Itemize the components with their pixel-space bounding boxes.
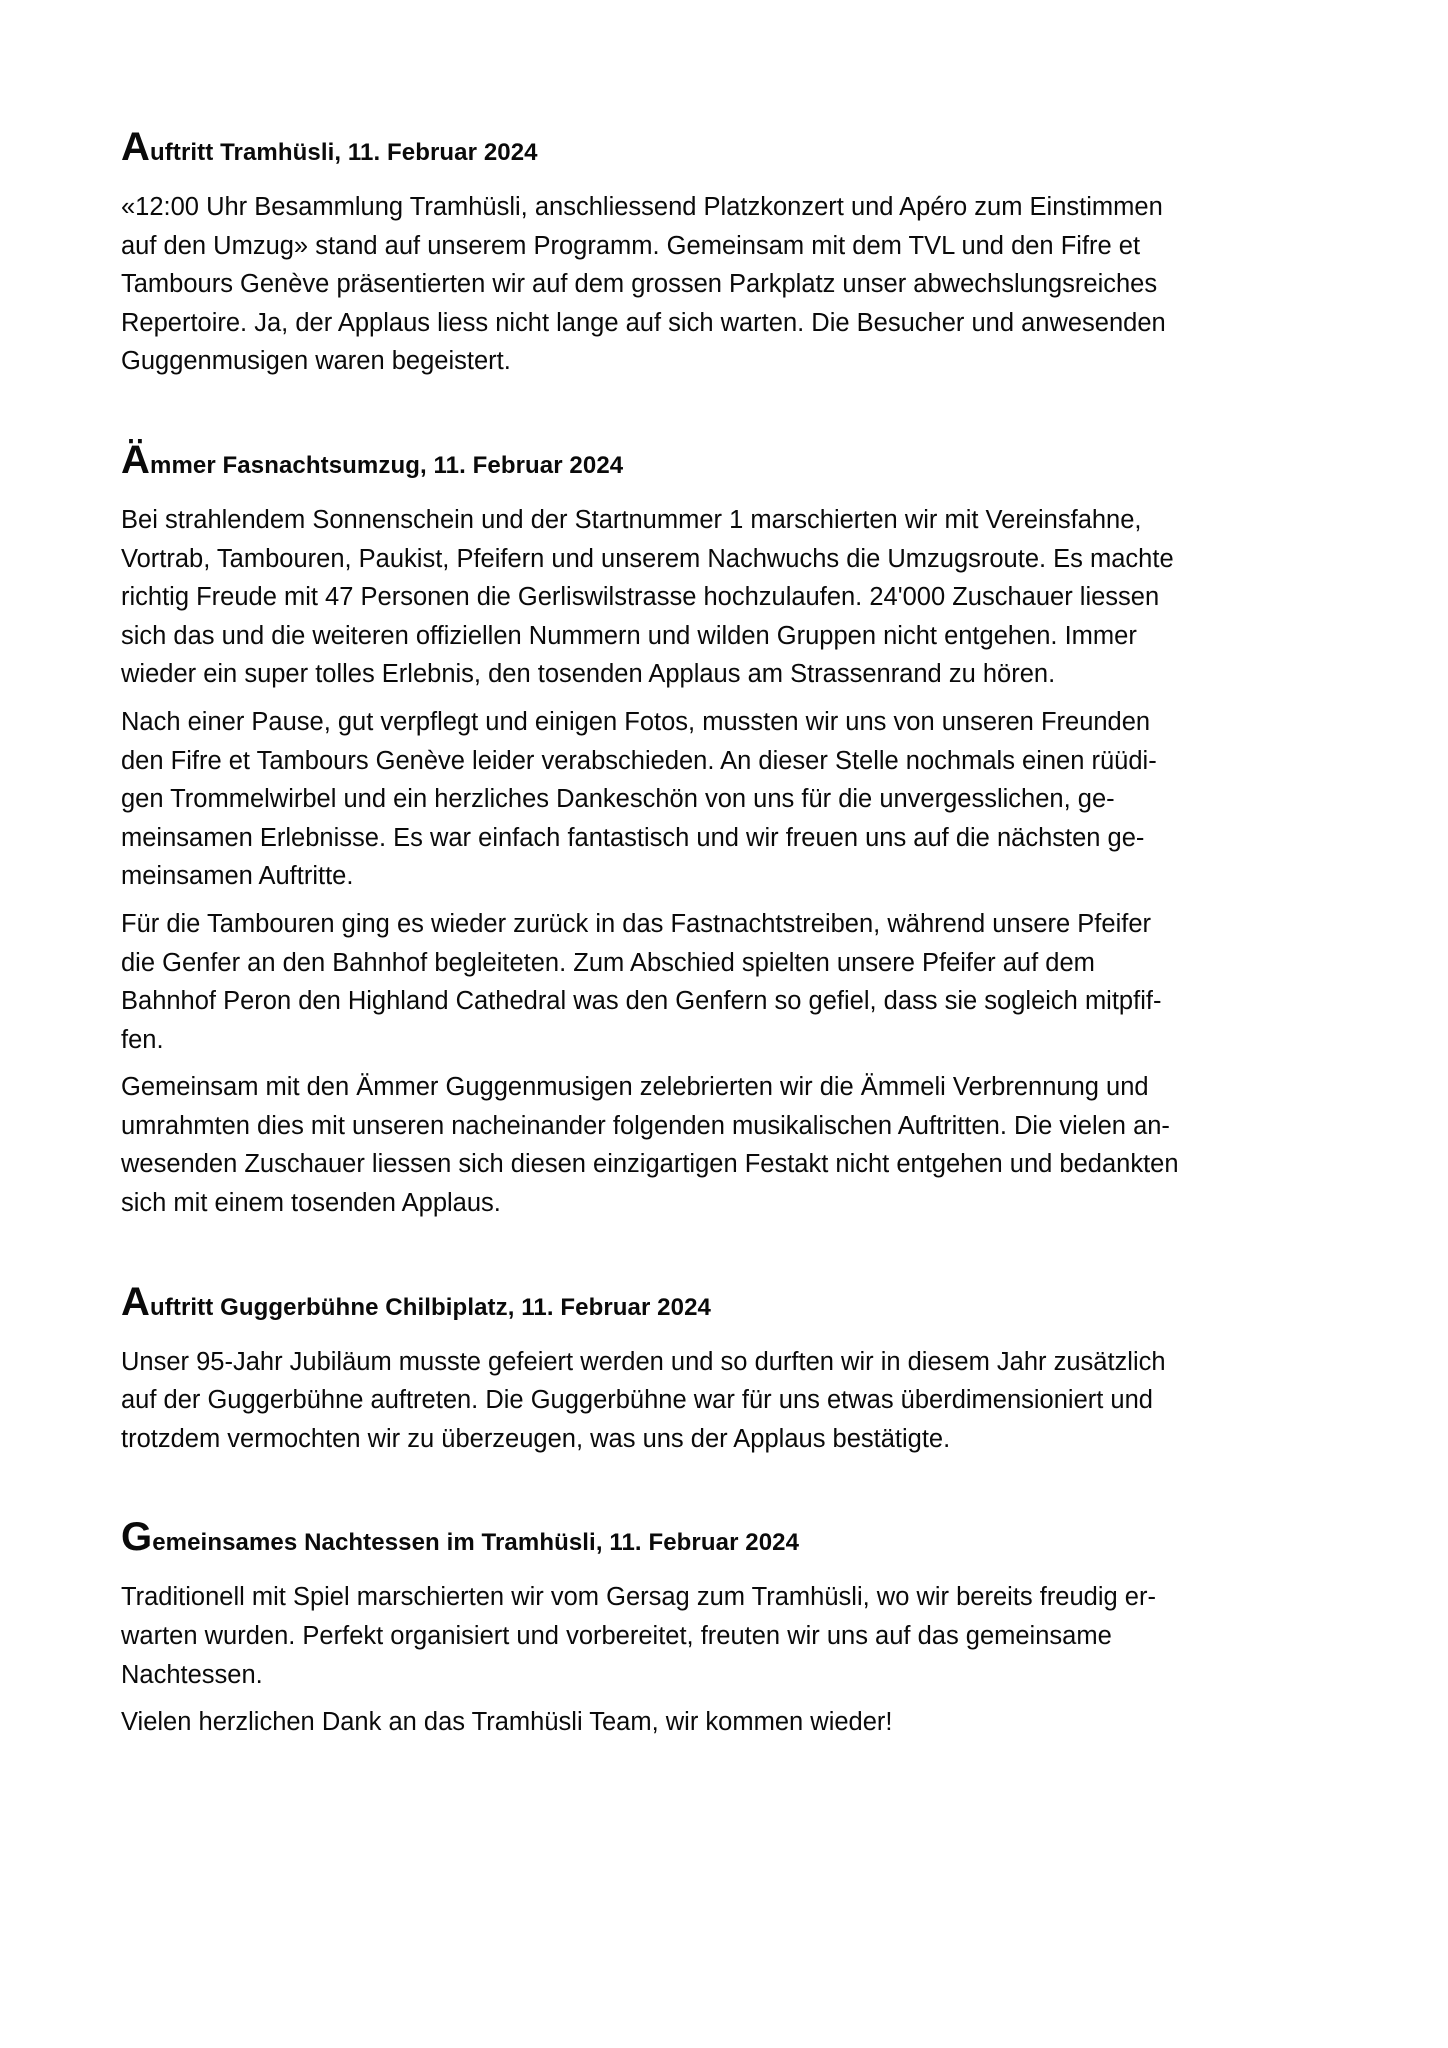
section-gemeinsames-nachtessen (121, 1516, 1361, 1741)
text-line: Bahnhof Peron den Highland Cathedral was den Genfern so gefiel, dass sie sogleich mitpfif- (121, 987, 1162, 1016)
paragraph (121, 703, 1361, 896)
heading-initial: G (121, 1515, 153, 1560)
paragraph (121, 1703, 1361, 1742)
paragraph (121, 501, 1361, 694)
text-line: Gemeinsam mit den Ämmer Guggenmusigen zelebrierten wir die Ämmeli Verbrennung und (121, 1073, 1149, 1102)
text-line: wieder ein super tolles Erlebnis, den tosenden Applaus am Strassenrand zu hören. (121, 660, 1056, 689)
text-line: auf den Umzug» stand auf unserem Programm. Gemeinsam mit dem TVL und den Fifre et (121, 231, 1141, 260)
text-line: Für die Tambouren ging es wieder zurück in das Fastnachtstreiben, während unsere Pfeifer (121, 909, 1151, 938)
text-line: Vielen herzlichen Dank an das Tramhüsli Team, wir kommen wieder! (121, 1708, 893, 1737)
section-heading (121, 439, 1361, 487)
paragraph (121, 188, 1361, 381)
text-line: die Genfer an den Bahnhof begleiteten. Zum Abschied spielten unsere Pfeifer auf dem (121, 948, 1095, 977)
heading-text: mmer Fasnachtsumzug, 11. Februar 2024 (150, 451, 624, 479)
text-line: Tambours Genève präsentierten wir auf dem grossen Parkplatz unser abwechslungsreiches (121, 270, 1158, 299)
paragraph (121, 1068, 1361, 1222)
text-line: sich mit einem tosenden Applaus. (121, 1189, 501, 1218)
document-page (121, 126, 1361, 1751)
text-line: fen. (121, 1025, 164, 1054)
section-auftritt-tramhuesli (121, 126, 1361, 381)
text-line: wesenden Zuschauer liessen sich diesen einzigartigen Festakt nicht entgehen und bedankten (121, 1150, 1179, 1179)
section-heading (121, 1281, 1361, 1329)
text-line: meinsamen Erlebnisse. Es war einfach fantastisch und wir freuen uns auf die nächsten ge- (121, 823, 1145, 852)
text-line: umrahmten dies mit unseren nacheinander folgenden musikalischen Auftritten. Die vielen an- (121, 1111, 1170, 1140)
text-line: trotzdem vermochten wir zu überzeugen, was uns der Applaus bestätigte. (121, 1424, 951, 1453)
text-line: Traditionell mit Spiel marschierten wir vom Gersag zum Tramhüsli, wo wir bereits freudig er- (121, 1583, 1156, 1612)
text-line: Repertoire. Ja, der Applaus liess nicht lange auf sich warten. Die Besucher und anwesenden (121, 308, 1166, 337)
text-line: Vortrab, Tambouren, Paukist, Pfeifern und unserem Nachwuchs die Umzugsroute. Es machte (121, 544, 1174, 573)
text-line: «12:00 Uhr Besammlung Tramhüsli, anschliessend Platzkonzert und Apéro zum Einstimmen (121, 193, 1163, 221)
paragraph (121, 1343, 1361, 1459)
section-heading (121, 126, 1361, 174)
heading-initial: A (121, 125, 150, 169)
heading-initial: A (121, 1279, 150, 1324)
text-line: Nachtessen. (121, 1660, 263, 1689)
text-line: Unser 95-Jahr Jubiläum musste gefeiert werden und so durften wir in diesem Jahr zusätzlich (121, 1347, 1166, 1376)
heading-initial: Ä (121, 437, 150, 482)
text-line: richtig Freude mit 47 Personen die Gerliswilstrasse hochzulaufen. 24'000 Zuschauer liessen (121, 583, 1160, 612)
text-line: Bei strahlendem Sonnenschein und der Startnummer 1 marschierten wir mit Vereinsfahne, (121, 505, 1142, 534)
text-line: auf der Guggerbühne auftreten. Die Guggerbühne war für uns etwas überdimensioniert und (121, 1386, 1153, 1415)
text-line: sich das und die weiteren offiziellen Nummern und wilden Gruppen nicht entgehen. Immer (121, 621, 1137, 650)
section-aemmer-fasnachtsumzug (121, 439, 1361, 1223)
text-line: den Fifre et Tambours Genève leider verabschieden. An dieser Stelle nochmals einen rüüdi- (121, 746, 1157, 775)
paragraph (121, 1578, 1361, 1694)
heading-text: uftritt Tramhüsli, 11. Februar 2024 (150, 139, 538, 166)
paragraph (121, 905, 1361, 1059)
heading-text: emeinsames Nachtessen im Tramhüsli, 11. Februar 2024 (152, 1529, 800, 1557)
text-line: warten wurden. Perfekt organisiert und vorbereitet, freuten wir uns auf das gemeinsame (121, 1622, 1112, 1651)
text-line: Guggenmusigen waren begeistert. (121, 347, 511, 376)
heading-text: uftritt Guggerbühne Chilbiplatz, 11. Februar 2024 (150, 1293, 711, 1321)
text-line: meinsamen Auftritte. (121, 862, 354, 891)
section-auftritt-guggerbuehne (121, 1281, 1361, 1459)
section-heading (121, 1516, 1361, 1564)
text-line: Nach einer Pause, gut verpflegt und einigen Fotos, mussten wir uns von unseren Freunden (121, 707, 1151, 736)
text-line: gen Trommelwirbel und ein herzliches Dankeschön von uns für die unvergesslichen, ge- (121, 785, 1115, 814)
